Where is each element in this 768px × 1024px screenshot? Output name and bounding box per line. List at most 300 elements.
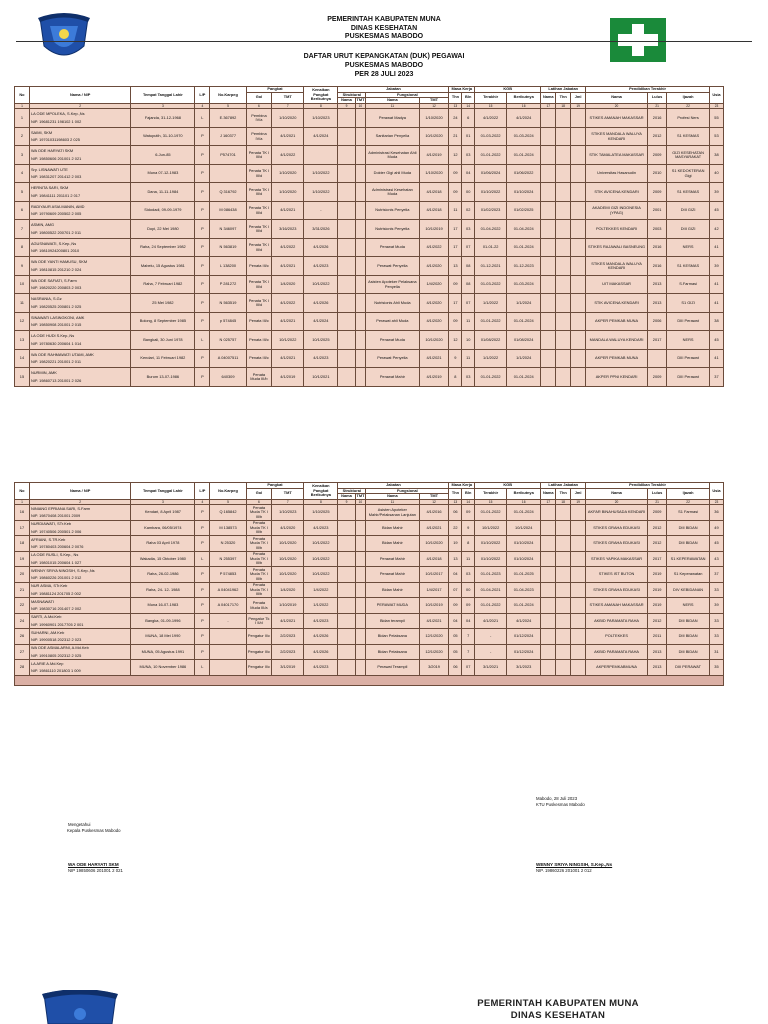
cell-no: 10 (15, 275, 30, 294)
cell-pend-lulus: 2003 (648, 220, 667, 239)
cell-struktural-tmt (355, 312, 366, 331)
cell-nama: WA ODE HARYATI SKM (30, 148, 74, 154)
column-number: 20 (586, 103, 648, 109)
cell-usia: 39 (709, 598, 723, 614)
header-usia: Usia (709, 87, 723, 104)
cell-struktural-nama (338, 629, 355, 645)
cell-kenaikan: 1/10/2023 (304, 109, 338, 128)
header-fungsional: Fungsional (366, 488, 449, 494)
cell-thn: 04 (449, 613, 462, 629)
cell-bln: 04 (462, 164, 475, 183)
duk-table-page-1 (14, 86, 724, 387)
cell-struktural-tmt (355, 201, 366, 220)
cell-struktural-nama (338, 660, 355, 676)
cell-nama-nip (29, 331, 130, 350)
cell-struktural-nama (338, 164, 355, 183)
cell-pend-lulus: 2019 (648, 567, 667, 583)
header-kgb-berikutnya: Berikutnya (507, 488, 541, 499)
cell-kenaikan: 4/1/2026 (304, 294, 338, 313)
header-latihan-jml: Jml (571, 488, 586, 499)
cell-jabatan: Sanitarian Penyelia (366, 127, 419, 146)
cell-latihan-thn (556, 567, 571, 583)
cell-kgb-terakhir: 01-04-2021 (475, 582, 507, 598)
cell-tmt: 1/10/2019 (272, 598, 304, 614)
cell-kenaikan (304, 146, 338, 165)
cell-pend-nama: UIT MAKASSAR (586, 275, 648, 294)
cell-latihan-jml (571, 331, 586, 350)
cell-nama: WA ODE SAFIATI, S.Farm (30, 277, 77, 283)
cell-gol: Pembina IV/a (246, 127, 272, 146)
cell-nip: NIP. 19681231 198102 1 002 (30, 118, 82, 124)
cell-tmt: 4/1/2021 (272, 257, 304, 276)
cell-kgb-berikutnya: 01/12/2024 (507, 644, 541, 660)
cell-pend-nama: STIKES GRAHA EDUKASI (586, 520, 648, 536)
cell-thn: 07 (449, 582, 462, 598)
table-row (15, 629, 724, 645)
cell-latihan-jml (571, 201, 586, 220)
cell-struktural-tmt (355, 349, 366, 368)
cell-nama-nip (29, 582, 130, 598)
cell-latihan-thn (556, 275, 571, 294)
header-pend-nama: Nama (586, 92, 648, 103)
cell-lp: P (195, 257, 210, 276)
cell-kgb-berikutnya: 01-01-2024 (507, 312, 541, 331)
cell-latihan-thn (556, 582, 571, 598)
cell-latihan-jml (571, 164, 586, 183)
cell-thn: 09 (449, 164, 462, 183)
cell-no: 8 (15, 238, 30, 257)
cell-karpeg: N 563519 (210, 294, 246, 313)
kabupaten-muna-logo-next-page (40, 990, 120, 1024)
cell-gol: Penata III/c (246, 331, 272, 350)
table-row (15, 109, 724, 128)
cell-pend-lulus: 2010 (648, 164, 667, 183)
cell-nama: AGUSNAWATI, S.Kep.,Ns (30, 240, 77, 246)
cell-kenaikan: 10/1/2022 (304, 567, 338, 583)
cell-latihan-nama (541, 520, 556, 536)
cell-kgb-berikutnya: 01-01-2024 (507, 598, 541, 614)
column-number: 23 (709, 103, 723, 109)
cell-gol: Penata Muda TK I III/b (246, 551, 272, 567)
cell-kenaikan: - (304, 201, 338, 220)
cell-no: 6 (15, 201, 30, 220)
cell-kgb-terakhir: 01-01-2023 (475, 567, 507, 583)
cell-struktural-nama (338, 536, 355, 552)
cell-no: 19 (15, 551, 30, 567)
cell-latihan-thn (556, 520, 571, 536)
header-pendidikan: Pendidikan Terakhir (586, 483, 710, 489)
signature-right (536, 796, 612, 874)
header-tmt: TMT (272, 92, 304, 103)
cell-struktural-nama (338, 146, 355, 165)
cell-pend-lulus: 2013 (648, 644, 667, 660)
cell-bln: 01 (462, 127, 475, 146)
cell-pend-lulus: 2001 (648, 201, 667, 220)
cell-jabatan-tmt: 10/1/2020 (419, 536, 449, 552)
cell-kenaikan: 3/31/2026 (304, 220, 338, 239)
cell-nip: NIP. 19841111 201101 2 017 (30, 192, 81, 198)
cell-struktural-nama (338, 312, 355, 331)
header-ttl: Tempat Tanggal Lahir (131, 87, 195, 104)
header-latihan: Latihan Jabatan (541, 483, 586, 489)
column-number: 11 (366, 499, 419, 505)
cell-lp: P (195, 220, 210, 239)
table-row (15, 582, 724, 598)
cell-latihan-jml (571, 257, 586, 276)
cell-ttl: Dana, 11-11-1984 (131, 183, 195, 202)
column-number: 18 (556, 103, 571, 109)
cell-pend-lulus: 2013 (648, 294, 667, 313)
table-row (15, 598, 724, 614)
column-number: 21 (648, 103, 667, 109)
cell-gol: Penata TK I III/d (246, 294, 272, 313)
cell-struktural-nama (338, 127, 355, 146)
cell-pend-nama: AKBID PARAMATA RAHA (586, 644, 648, 660)
cell-kenaikan: 4/1/2026 (304, 238, 338, 257)
cell-kgb-berikutnya: 1/1/2024 (507, 294, 541, 313)
cell-nama: NINIANG EPRIANA SARI, S.Farm (30, 505, 91, 511)
header-bln: Bln (462, 488, 475, 499)
cell-nama: SARTI, A.Md.Keb (30, 614, 62, 620)
cell-bln: 10 (462, 331, 475, 350)
cell-latihan-thn (556, 536, 571, 552)
cell-kgb-terakhir: 1/1/2022 (475, 349, 507, 368)
column-number: 11 (366, 103, 419, 109)
cell-pend-nama: STIK AVICENA KENDARI (586, 183, 648, 202)
cell-pend-lulus: 2013 (648, 275, 667, 294)
cell-usia: 42 (709, 220, 723, 239)
cell-nama: SINAWATI LASINGKONI, AMK (30, 314, 85, 320)
cell-struktural-tmt (355, 164, 366, 183)
cell-karpeg (210, 629, 246, 645)
cell-nama-nip (29, 201, 130, 220)
cell-jabatan: Administrasi Kesehatan Ahli Muda (366, 146, 419, 165)
cell-tmt: 4/1/2021 (272, 349, 304, 368)
cell-latihan-thn (556, 368, 571, 387)
cell-ttl: Wakadia, 15 Oktober 1980 (131, 551, 195, 567)
cell-pend-ijazah: S1 GIZI (667, 294, 710, 313)
cell-latihan-jml (571, 109, 586, 128)
cell-no: 22 (15, 598, 30, 614)
cell-latihan-thn (556, 505, 571, 521)
cell-bln: 07 (462, 238, 475, 257)
cell-lp: P (195, 644, 210, 660)
cell-jabatan: Perawat Muda (366, 331, 419, 350)
cell-pend-ijazah: GIZI KESEHATAN MASYARAKAT (667, 146, 710, 165)
cell-pend-lulus: 2016 (648, 238, 667, 257)
cell-nama-nip (29, 660, 130, 676)
cell-tmt: 3/1/2019 (272, 660, 304, 676)
cell-kgb-terakhir: 01-01-22 (475, 238, 507, 257)
cell-pend-nama: STIKES MANDALA WALUYA KENDARI (586, 127, 648, 146)
header-latihan-thn: Thn (556, 92, 571, 103)
cell-ttl: Fajanda, 31-12-1968 (131, 109, 195, 128)
cell-thn: 21 (449, 127, 462, 146)
cell-struktural-tmt (355, 567, 366, 583)
cell-ttl: Bolong, 8 September 1985 (131, 312, 195, 331)
cell-pend-lulus: 2009 (648, 368, 667, 387)
cell-latihan-jml (571, 183, 586, 202)
cell-thn: 06 (449, 660, 462, 676)
sig-right-nip: NIP. 19860226 201001 2 012 (536, 868, 592, 873)
table-row (15, 505, 724, 521)
cell-nama: NUR ASMA, STr.Keb (30, 583, 68, 589)
header-fungsional-tmt: TMT (419, 98, 449, 104)
cell-gol: Penata TK I III/d (246, 238, 272, 257)
cell-struktural-nama (338, 368, 355, 387)
cell-no: 26 (15, 629, 30, 645)
cell-no: 11 (15, 294, 30, 313)
cell-jabatan: Perawat Mahir (366, 368, 419, 387)
cell-no: 15 (15, 368, 30, 387)
cell-struktural-nama (338, 331, 355, 350)
cell-pend-ijazah: DIII BIDAN (667, 613, 710, 629)
table-row (15, 257, 724, 276)
cell-nip: NIP. 19701031198603 2 025 (30, 137, 80, 143)
letterhead-rule (16, 41, 752, 42)
cell-nama-nip (29, 275, 130, 294)
header-thn: Thn (449, 488, 462, 499)
cell-kgb-terakhir: 01/08/2022 (475, 331, 507, 350)
cell-gol: Penata Muda TK I III/b (246, 520, 272, 536)
signature-left (68, 822, 123, 874)
column-number: 8 (304, 103, 338, 109)
cell-latihan-thn (556, 349, 571, 368)
column-number: 13 (449, 499, 462, 505)
cell-latihan-thn (556, 220, 571, 239)
cell-latihan-nama (541, 567, 556, 583)
cell-kenaikan: 4/1/2026 (304, 629, 338, 645)
cell-pend-nama: STIKES AMANAH MAKASSAR (586, 598, 648, 614)
cell-no: 28 (15, 660, 30, 676)
header-bln: Bln (462, 92, 475, 103)
cell-struktural-tmt (355, 520, 366, 536)
cell-usia: 40 (709, 164, 723, 183)
cell-kgb-terakhir: 01-03-2022 (475, 127, 507, 146)
cell-bln: 6 (462, 109, 475, 128)
table-row (15, 312, 724, 331)
header-jabatan: Jabatan (338, 87, 449, 93)
cell-kenaikan: 10/1/2022 (304, 275, 338, 294)
cell-kgb-terakhir: 01/10/2022 (475, 551, 507, 567)
cell-lp: P (195, 520, 210, 536)
cell-tmt: 10/1/2022 (272, 331, 304, 350)
cell-kgb-berikutnya: 1/1/2024 (507, 349, 541, 368)
cell-pend-nama: AKBID PARAMATA RAHA (586, 613, 648, 629)
cell-pend-lulus: 2016 (648, 257, 667, 276)
cell-pend-ijazah: DIII Perawat (667, 368, 710, 387)
cell-nama-nip (29, 146, 130, 165)
header-no: No (15, 87, 30, 104)
cell-thn: 09 (449, 183, 462, 202)
cell-karpeg (210, 660, 246, 676)
cell-gol: Pengatur II/c (246, 660, 272, 676)
cell-struktural-tmt (355, 660, 366, 676)
cell-jabatan: Asisten Apoteker Pelaksana Penyelia (366, 275, 419, 294)
cell-latihan-thn (556, 183, 571, 202)
cell-struktural-tmt (355, 613, 366, 629)
cell-struktural-nama (338, 505, 355, 521)
cell-kenaikan: 10/1/2022 (304, 551, 338, 567)
cell-latihan-jml (571, 660, 586, 676)
cell-bln: 08 (462, 275, 475, 294)
cell-thn: 05 (449, 629, 462, 645)
cell-jabatan-tmt: 1/4/2017 (419, 582, 449, 598)
cell-thn: 19 (449, 536, 462, 552)
cell-latihan-thn (556, 598, 571, 614)
table-row (15, 644, 724, 660)
cell-ttl: Watuputih, 31-10-1970 (131, 127, 195, 146)
cell-karpeg: - (210, 613, 246, 629)
cell-latihan-nama (541, 127, 556, 146)
cell-pend-ijazah: DIII GIZI (667, 201, 710, 220)
cell-no: 3 (15, 146, 30, 165)
cell-jabatan: Nutrisionis Ahli Muda (366, 294, 419, 313)
cell-jabatan-tmt: 4/1/2020 (419, 312, 449, 331)
cell-usia: 45 (709, 331, 723, 350)
cell-nama: LA ODE MPOLEKA, S.Kep.,Ns (30, 111, 85, 117)
cell-no: 27 (15, 644, 30, 660)
cell-pend-ijazah: DIII BIDAN (667, 644, 710, 660)
cell-tmt: 4/1/2021 (272, 312, 304, 331)
cell-no: 24 (15, 613, 30, 629)
cell-nip: NIP. 19801015 200604 1 027 (30, 559, 82, 565)
cell-pend-ijazah: DIII BIDAN (667, 629, 710, 645)
cell-bln: 03 (462, 368, 475, 387)
header-lp: L/P (195, 87, 210, 104)
cell-latihan-nama (541, 294, 556, 313)
header-pend-nama: Nama (586, 488, 648, 499)
column-number: 22 (667, 103, 710, 109)
header-struktural-nama: Nama (338, 98, 355, 104)
cell-pend-nama: STIK TAMALATEA MAKASSAR (586, 146, 648, 165)
health-cross-logo (610, 18, 666, 62)
cell-nama: AFRIANI, S.TR.Keb (30, 536, 66, 542)
cell-jabatan-tmt: 10/1/2019 (419, 598, 449, 614)
cell-jabatan-tmt: 4/1/2022 (419, 238, 449, 257)
cell-ttl: Dopi, 22 Mei 1980 (131, 220, 195, 239)
title-line-3: PER 28 JULI 2023 (354, 71, 414, 78)
cell-jabatan: Bidan Mahir (366, 582, 419, 598)
header-pend-ijazah: Ijazah (667, 92, 710, 103)
cell-pend-nama: STIKES YAPIKA MAKASSAR (586, 551, 648, 567)
cell-struktural-nama (338, 613, 355, 629)
cell-tmt: 10/1/2020 (272, 536, 304, 552)
column-number: 15 (475, 499, 507, 505)
cell-gol: Penata TK I III/d (246, 164, 272, 183)
cell-bln: 08 (462, 257, 475, 276)
cell-nama-nip (29, 567, 130, 583)
cell-tmt: 4/1/2019 (272, 368, 304, 387)
cell-gol: Penata TK I III/d (246, 275, 272, 294)
cell-kgb-terakhir: - (475, 644, 507, 660)
column-number: 6 (246, 103, 272, 109)
cell-karpeg: Q 165842 (210, 505, 246, 521)
cell-pend-ijazah: DIII BIDAN (667, 520, 710, 536)
cell-struktural-tmt (355, 505, 366, 521)
cell-ttl: Bangkali, 30 Juni 1978 (131, 331, 195, 350)
cell-tmt: 2/2/2023 (272, 629, 304, 645)
cell-usia: 35 (709, 660, 723, 676)
cell-nip: NIP. 19780403 200604 2 0076 (30, 544, 84, 550)
cell-nama-nip (29, 164, 130, 183)
cell-bln: 11 (462, 312, 475, 331)
cell-jabatan-tmt: 4/1/2016 (419, 505, 449, 521)
cell-latihan-nama (541, 146, 556, 165)
column-number: 3 (131, 499, 195, 505)
cell-kgb-berikutnya: 01/06/2022 (507, 164, 541, 183)
cell-tmt: 1/10/2020 (272, 109, 304, 128)
cell-lp: P (195, 127, 210, 146)
cell-kgb-terakhir: - (475, 629, 507, 645)
cell-nip: NIP. 19850908 201001 2 015 (30, 322, 82, 328)
cell-jabatan-tmt: 10/1/2020 (419, 331, 449, 350)
cell-gol: Pembina IV/a (246, 109, 272, 128)
cell-pend-ijazah: DIII BIDAN (667, 536, 710, 552)
cell-struktural-tmt (355, 275, 366, 294)
cell-pend-ijazah: DIII GIZI (667, 220, 710, 239)
cell-nip: NIP. 19900518 202312 2 023 (30, 637, 82, 643)
cell-kgb-terakhir: 01-03-2022 (475, 275, 507, 294)
cell-gol: Penata TK I III/d (246, 201, 272, 220)
cell-karpeg: 640309 (210, 368, 246, 387)
cell-latihan-jml (571, 275, 586, 294)
cell-pend-lulus: 2006 (648, 312, 667, 331)
cell-karpeg: P574701 (210, 146, 246, 165)
cell-no: 21 (15, 582, 30, 598)
cell-jabatan-tmt: 4/1/2019 (419, 368, 449, 387)
cell-latihan-jml (571, 520, 586, 536)
cell-bln: 02 (462, 201, 475, 220)
cell-pend-lulus: 2012 (648, 127, 667, 146)
cell-struktural-tmt (355, 644, 366, 660)
sig-right-place: Mabodo, 28 Juli 2023 (536, 796, 578, 801)
cell-ttl: MUNA, 10 November 1986 (131, 660, 195, 676)
duk-table-page-2 (14, 482, 724, 686)
cell-jabatan: Bidan terampil (366, 613, 419, 629)
cell-kgb-terakhir: 01-04-2022 (475, 220, 507, 239)
cell-thn: 06 (449, 505, 462, 521)
cell-pend-nama: STIKES GRAHA EDUKASI (586, 582, 648, 598)
cell-tmt: 4/1/2020 (272, 520, 304, 536)
cell-usia: 38 (709, 312, 723, 331)
cell-kgb-terakhir: 01-01-2022 (475, 146, 507, 165)
cell-latihan-jml (571, 505, 586, 521)
header-masa-kerja: Masa Kerja (449, 87, 475, 93)
cell-struktural-nama (338, 551, 355, 567)
cell-latihan-nama (541, 201, 556, 220)
next-kop-line-2: DINAS KESEHATAN (510, 1010, 606, 1021)
cell-jabatan: Dokter Gigi ahli Muda (366, 164, 419, 183)
table-row (15, 660, 724, 676)
cell-latihan-nama (541, 164, 556, 183)
cell-usia: 41 (709, 349, 723, 368)
cell-struktural-nama (338, 201, 355, 220)
cell-latihan-nama (541, 257, 556, 276)
cell-nama: NASRANIA, S.Gz (30, 296, 62, 302)
cell-nama: ASMIN, AMG (30, 222, 55, 228)
cell-lp: P (195, 536, 210, 552)
cell-latihan-nama (541, 183, 556, 202)
table-row (15, 567, 724, 583)
cell-gol: Penata Muda TK I III/b (246, 582, 272, 598)
cell-karpeg: A 04007511 (210, 349, 246, 368)
cell-bln: 7 (462, 644, 475, 660)
cell-usia: 31 (709, 644, 723, 660)
cell-lp: P (195, 629, 210, 645)
header-struktural: Struktural (338, 92, 366, 98)
cell-latihan-jml (571, 629, 586, 645)
